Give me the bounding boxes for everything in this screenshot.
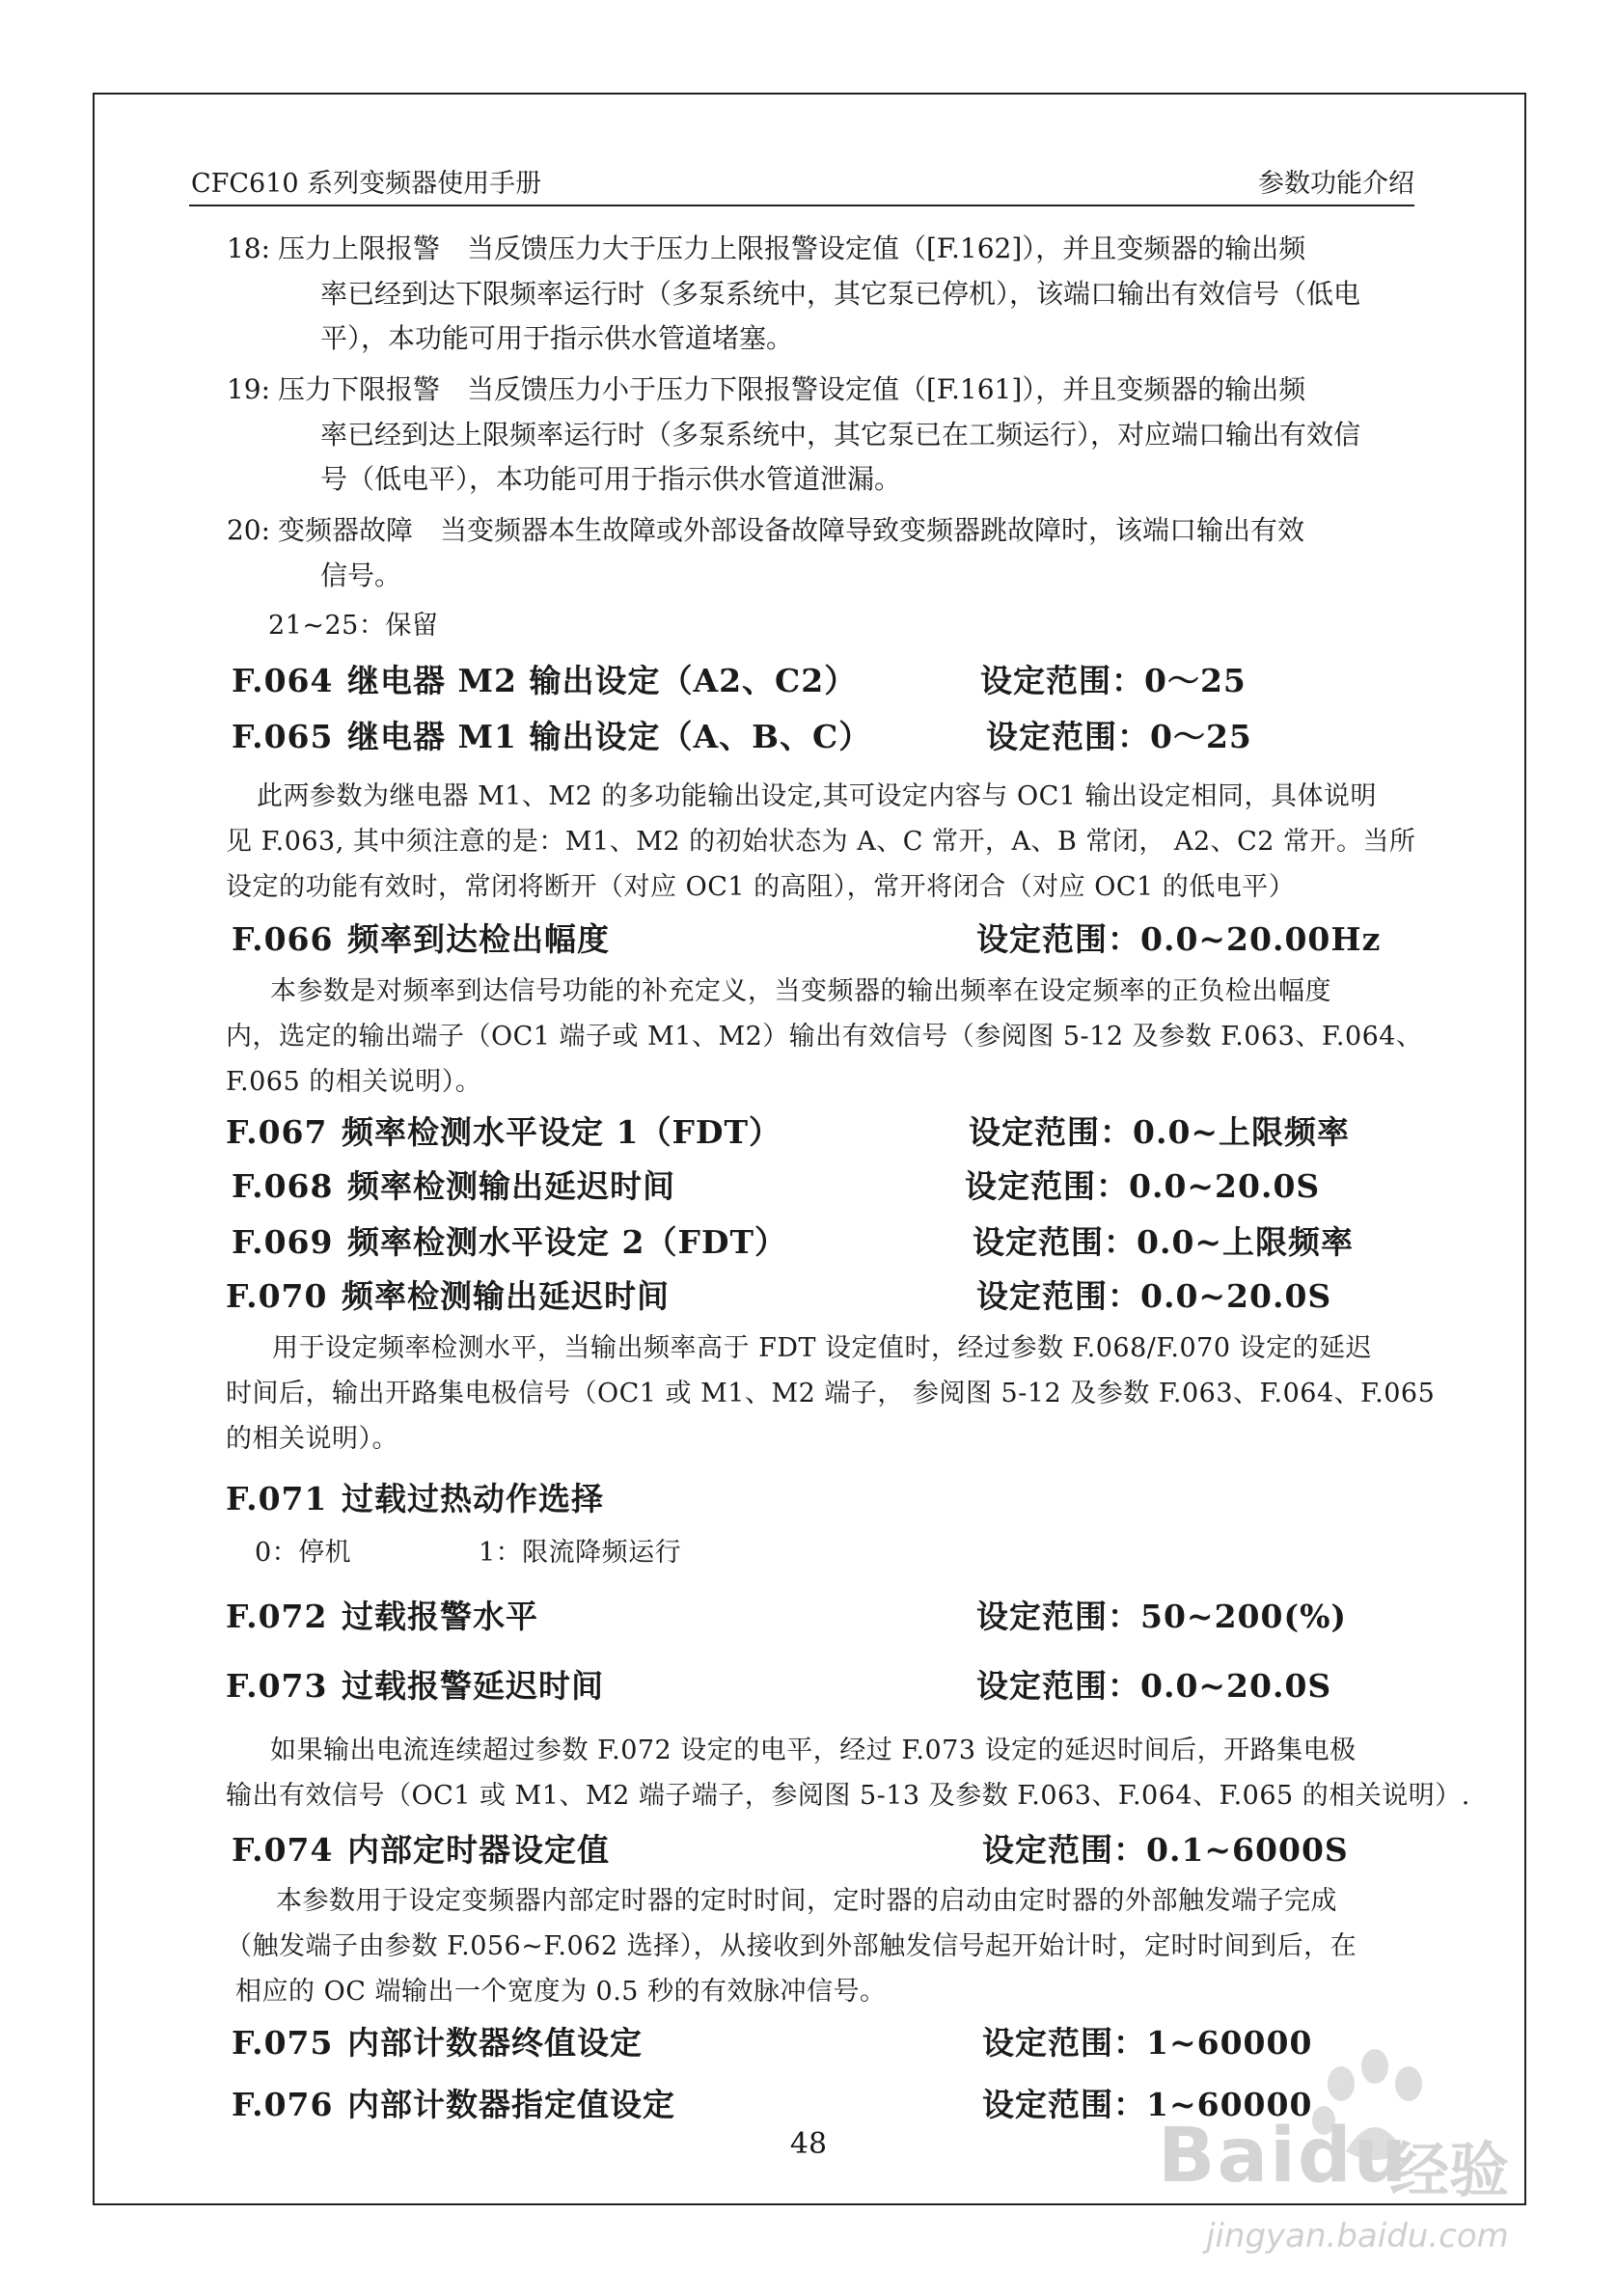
header-right: 参数功能介绍 — [1258, 169, 1414, 199]
paragraph: 时间后，输出开路集电极信号（OC1 或 M1、M2 端子， 参阅图 5-12 及参数 F.063、F.064、F.065 — [226, 1379, 1436, 1408]
param-title: F.066 频率到达检出幅度 — [232, 920, 610, 958]
paragraph: 设定的功能有效时，常闭将断开（对应 OC1 的高阻），常开将闭合（对应 OC1 的低电平） — [226, 872, 1296, 902]
option-stop: 0：停机 — [255, 1538, 352, 1568]
param-range: 设定范围：0.0~20.0S — [965, 1167, 1321, 1205]
paragraph: 本参数用于设定变频器内部定时器的定时时间，定时器的启动由定时器的外部触发端子完成 — [276, 1886, 1337, 1916]
param-title: F.068 频率检测输出延迟时间 — [232, 1167, 675, 1205]
list-item-text: 平），本功能可用于指示供水管道堵塞。 — [320, 322, 794, 354]
param-range: 设定范围：0.0~20.0S — [976, 1667, 1332, 1705]
reserved-note: 21~25：保留 — [268, 611, 439, 641]
paragraph: F.065 的相关说明）。 — [226, 1067, 482, 1097]
param-range: 设定范围：1~60000 — [982, 2024, 1313, 2062]
param-title: F.069 频率检测水平设定 2（FDT） — [232, 1223, 788, 1261]
param-title: F.075 内部计数器终值设定 — [232, 2024, 643, 2062]
paragraph: 的相关说明）。 — [226, 1424, 398, 1454]
header-divider — [189, 205, 1414, 206]
paragraph: 此两参数为继电器 M1、M2 的多功能输出设定,其可设定内容与 OC1 输出设定相同，具体说明 — [257, 781, 1378, 811]
page-number: 48 — [789, 2127, 828, 2161]
param-range: 设定范围：0.1~6000S — [982, 1831, 1349, 1869]
list-item: 19: 压力下限报警 当反馈压力小于压力下限报警设定值（[F.161]），并且变频器的输出频 — [226, 373, 1306, 405]
param-title: F.067 频率检测水平设定 1（FDT） — [226, 1113, 782, 1151]
param-range: 设定范围：50~200(%) — [976, 1598, 1348, 1635]
paragraph: 输出有效信号（OC1 或 M1、M2 端子端子，参阅图 5-13 及参数 F.063、F.064、F.065 的相关说明）. — [226, 1781, 1470, 1811]
paragraph: （触发端子由参数 F.056~F.062 选择），从接收到外部触发信号起开始计时，定时时间到后，在 — [226, 1931, 1357, 1961]
watermark-url: jingyan.baidu.com — [1206, 2217, 1509, 2255]
paragraph: 见 F.063, 其中须注意的是：M1、M2 的初始状态为 A、C 常开，A、B 常闭， A2、C2 常开。当所 — [226, 827, 1416, 857]
list-item-text: 率已经到达上限频率运行时（多泵系统中，其它泵已在工频运行），对应端口输出有效信 — [320, 419, 1361, 451]
header-left: CFC610 系列变频器使用手册 — [191, 169, 542, 199]
param-range: 设定范围：0.0~上限频率 — [973, 1223, 1355, 1261]
param-title: F.070 频率检测输出延迟时间 — [226, 1277, 670, 1315]
paragraph: 本参数是对频率到达信号功能的补充定义，当变频器的输出频率在设定频率的正负检出幅度 — [270, 976, 1331, 1006]
list-item-text: 信号。 — [320, 560, 402, 591]
param-title: F.065 继电器 M1 输出设定（A、B、C） — [232, 718, 872, 755]
param-range: 设定范围：0～25 — [980, 662, 1247, 699]
param-range: 设定范围：0.0~20.00Hz — [976, 920, 1382, 958]
param-title: F.064 继电器 M2 输出设定（A2、C2） — [232, 662, 858, 699]
param-title: F.071 过载过热动作选择 — [226, 1480, 604, 1517]
watermark-brand: Baidu — [1158, 2113, 1410, 2200]
param-title: F.073 过载报警延迟时间 — [226, 1667, 604, 1705]
list-item: 18: 压力上限报警 当反馈压力大于压力上限报警设定值（[F.162]），并且变频器的输出频 — [226, 232, 1306, 264]
paragraph: 如果输出电流连续超过参数 F.072 设定的电平，经过 F.073 设定的延迟时间后，开路集电极 — [270, 1736, 1357, 1765]
param-range: 设定范围：1~60000 — [982, 2086, 1313, 2123]
param-range: 设定范围：0～25 — [986, 718, 1252, 755]
baidu-watermark — [1148, 2045, 1534, 2267]
list-item-text: 率已经到达下限频率运行时（多泵系统中，其它泵已停机），该端口输出有效信号（低电 — [320, 278, 1361, 310]
paragraph: 内，选定的输出端子（OC1 端子或 M1、M2）输出有效信号（参阅图 5-12 及参数 F.063、F.064、 — [226, 1022, 1423, 1052]
param-range: 设定范围：0.0~20.0S — [976, 1277, 1332, 1315]
paragraph: 相应的 OC 端输出一个宽度为 0.5 秒的有效脉冲信号。 — [235, 1977, 887, 2007]
option-limit: 1：限流降频运行 — [479, 1538, 682, 1568]
watermark-cn: 经验 — [1389, 2135, 1510, 2205]
param-title: F.076 内部计数器指定值设定 — [232, 2086, 675, 2123]
param-title: F.072 过载报警水平 — [226, 1598, 538, 1635]
list-item: 20: 变频器故障 当变频器本生故障或外部设备故障导致变频器跳故障时，该端口输出有效 — [226, 514, 1305, 546]
param-range: 设定范围：0.0~上限频率 — [969, 1113, 1351, 1151]
param-title: F.074 内部定时器设定值 — [232, 1831, 610, 1869]
paragraph: 用于设定频率检测水平，当输出频率高于 FDT 设定值时，经过参数 F.068/F.070 设定的延迟 — [272, 1333, 1373, 1363]
list-item-text: 号（低电平），本功能可用于指示供水管道泄漏。 — [320, 463, 902, 495]
